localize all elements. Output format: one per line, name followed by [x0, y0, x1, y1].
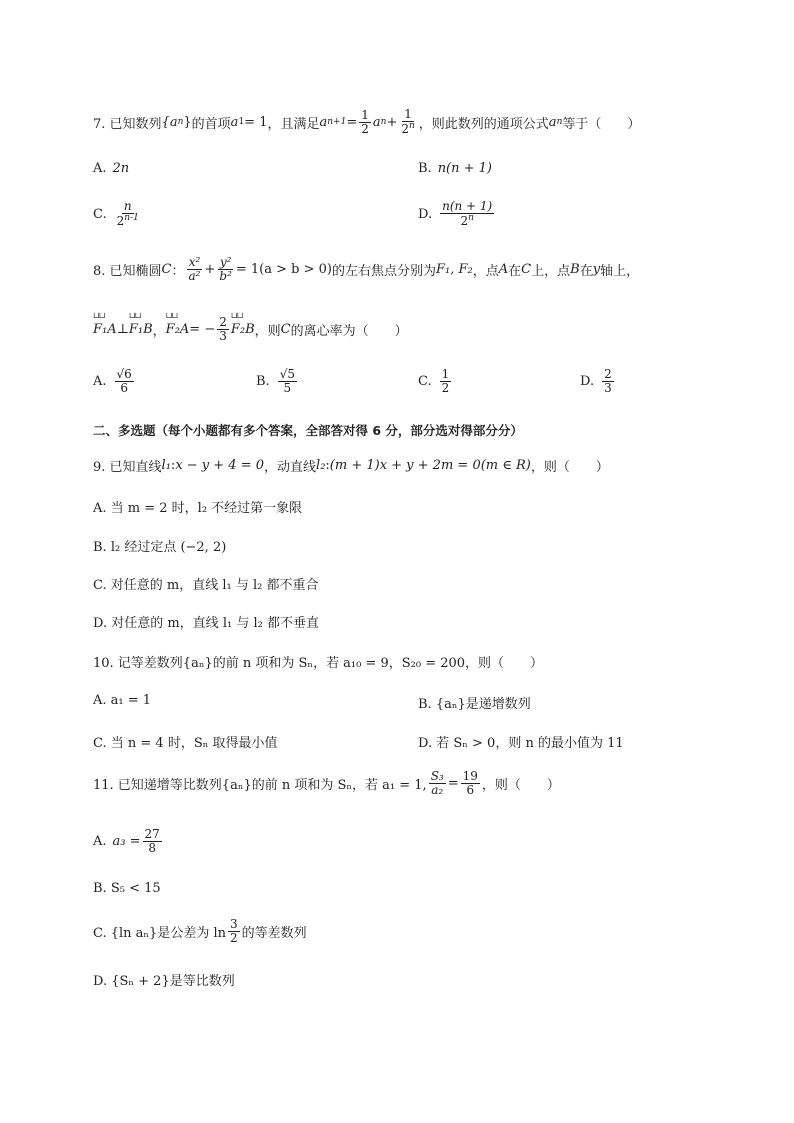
q10-stem: 10. 记等差数列{aₙ}的前 n 项和为 Sₙ，若 a₁₀ = 9，S₂₀ = 200，则（ ）: [93, 656, 544, 671]
q11-option-a-num: 27: [144, 827, 160, 841]
q7-seq-sub: n: [177, 117, 184, 128]
q11-ratio-frac: [429, 770, 446, 797]
q7-seq-close: }: [183, 114, 192, 130]
q8-option-c-label: C.: [418, 374, 432, 390]
q7-frac1: [359, 109, 371, 136]
q11-option-b[interactable]: B. S₅ < 15: [93, 881, 161, 896]
q7-frac2-den-base: 2: [401, 122, 409, 137]
q8-option-a[interactable]: [93, 368, 136, 395]
q11-option-d[interactable]: D. {Sₙ + 2}是等比数列: [93, 974, 235, 989]
q11-value-frac: [461, 770, 480, 797]
q8-l2-frac: [217, 316, 229, 343]
q8-option-c-frac: [440, 368, 452, 395]
q7-plus: +: [386, 114, 398, 130]
q7-option-d-den: [458, 214, 475, 228]
section-title-multiple-choice: 二、多选题（每个小题都有多个答案，全部答对得 6 分，部分选对得部分分）: [93, 423, 523, 438]
q7-cond1: a: [230, 114, 239, 130]
q8-option-a-label: A.: [93, 374, 107, 390]
q7-option-d-num: n(n + 1): [442, 199, 493, 213]
q7-stem: [93, 108, 640, 136]
q7-an: a: [548, 114, 557, 130]
q8-option-c[interactable]: [418, 368, 453, 395]
q8-l2-end: 的离心率为（ ）: [290, 324, 408, 340]
q11-option-c-pre: C. {ln aₙ}是公差为 ln: [93, 926, 226, 942]
q7-option-a[interactable]: [93, 161, 129, 176]
q9-end: ，则（ ）: [530, 460, 609, 475]
q11-option-c-frac: [228, 918, 240, 945]
q11-option-c-num: 3: [230, 917, 238, 931]
q8-mid4: 上，点: [531, 264, 571, 280]
q9-eq2: (m + 1)x + y + 2m = 0(m ∈ R): [329, 458, 531, 473]
q9-option-c[interactable]: C. 对任意的 m，直线 l₁ 与 l₂ 都不重合: [93, 578, 319, 593]
q7-option-d[interactable]: [418, 200, 496, 228]
q8-option-d-frac: [602, 368, 614, 395]
q9-eq1: x − y + 4 = 0: [175, 458, 265, 473]
q7-option-c-label: C.: [93, 206, 107, 222]
q11-option-c[interactable]: [93, 918, 307, 945]
q8-vector-f1a: ⊔⊔ F₁A: [93, 322, 117, 337]
q8-stem-line2: [93, 316, 408, 343]
q11-stem: [93, 770, 560, 797]
q10-option-c[interactable]: C. 当 n = 4 时，Sₙ 取得最小值: [93, 736, 278, 751]
q7-rec-lhs-sub: n+1: [327, 117, 347, 128]
q8-mid6: 轴上，: [600, 264, 640, 280]
q8-x-frac: [187, 256, 203, 283]
q10-option-b[interactable]: B. {aₙ}是递增数列: [418, 697, 531, 712]
q8-point-b: B: [570, 262, 580, 278]
q7-rec-a-sub: n: [380, 117, 387, 128]
q8-mid1: 的左右焦点分别为: [332, 264, 437, 280]
q8-eq1: = 1(a > b > 0): [235, 262, 332, 278]
q8-mid3: 在: [508, 264, 522, 280]
q8-option-b-num: √5: [279, 367, 295, 381]
q7-frac2: [399, 108, 416, 136]
q8-stem: [93, 256, 639, 283]
q9-colon: :: [170, 458, 176, 473]
q8-option-b-frac: [278, 368, 297, 395]
q8-vector-f2a: ⊔⊔ F₂A: [166, 322, 190, 337]
q11-ratio-den: a₂: [431, 783, 444, 798]
q11-option-c-end: 的等差数列: [241, 926, 307, 942]
q11-ratio-num: S₃: [430, 769, 444, 783]
q11-eq: =: [447, 776, 459, 792]
q9-l2: l₂: [316, 458, 326, 473]
q7-option-c-num: n: [123, 199, 132, 213]
q11-value-den: 6: [466, 783, 475, 798]
q8-colon: ：: [171, 264, 185, 280]
q11-value-num: 19: [462, 769, 478, 783]
q9-prefix: 9. 已知直线: [93, 460, 162, 475]
q7-option-c-den: [115, 214, 141, 228]
q8-option-b-den: 5: [283, 381, 292, 396]
q7-mid3: ，则此数列的通项公式: [418, 116, 549, 132]
q9-option-d[interactable]: D. 对任意的 m，直线 l₁ 与 l₂ 都不垂直: [93, 616, 319, 631]
q11-option-a-den: 8: [148, 841, 156, 856]
q8-option-d-den: 3: [604, 381, 612, 396]
q7-option-d-den-base: 2: [460, 214, 469, 229]
q8-y-frac: [217, 256, 234, 283]
q10-option-a[interactable]: A. a₁ = 1: [93, 693, 152, 708]
q8-x-den: a²: [188, 269, 201, 284]
q7-prefix: 7. 已知数列: [93, 116, 162, 132]
q7-option-a-text: 2n: [112, 161, 130, 176]
q8-option-d[interactable]: [580, 368, 616, 395]
q7-option-d-frac: [440, 200, 494, 228]
q7-option-b[interactable]: [418, 161, 492, 176]
q11-option-a-lhs: a₃ =: [112, 834, 141, 850]
q7-option-c[interactable]: [93, 200, 143, 228]
q8-option-a-num: √6: [116, 367, 132, 381]
q11-option-a[interactable]: [93, 828, 164, 855]
q9-mid: ，动直线: [264, 460, 317, 475]
q8-vector-f2b: ⊔⊔ F₂B: [231, 322, 255, 337]
q7-seq: {a: [161, 114, 178, 130]
q7-option-c-den-base: 2: [116, 214, 125, 229]
q7-option-d-den-sup: n: [468, 213, 474, 224]
q8-l2-eq: = −: [189, 322, 216, 338]
q7-frac1-num: 1: [361, 107, 369, 122]
q9-l1: l₁: [161, 458, 171, 473]
q7-mid1: 的首项: [191, 116, 231, 132]
q9-colon2: :: [325, 458, 330, 473]
q8-y-axis: y: [592, 262, 601, 278]
q9-stem: [93, 456, 609, 475]
q7-eq: =: [346, 114, 358, 130]
q8-perp: ⊥: [116, 322, 129, 338]
q8-option-b-label: B.: [256, 374, 270, 390]
q7-option-c-den-sup: n-1: [124, 213, 139, 224]
q7-frac2-num: 1: [404, 107, 412, 121]
q7-frac2-den: [399, 122, 416, 136]
q8-option-b[interactable]: [256, 368, 299, 395]
q7-option-b-text: n(n + 1): [437, 161, 493, 176]
q8-comma: ，: [152, 324, 166, 340]
q7-option-d-label: D.: [418, 206, 433, 222]
q8-l2-c: C: [280, 322, 291, 338]
q8-l2-frac-den: 3: [219, 329, 227, 344]
q8-option-d-label: D.: [580, 374, 595, 390]
q8-foci: F₁, F₂: [436, 262, 473, 278]
q7-end: 等于（ ）: [562, 116, 641, 132]
q7-frac2-den-sup: n: [408, 121, 415, 132]
q8-option-c-den: 2: [441, 381, 450, 396]
q8-mid2: ，点: [472, 264, 499, 280]
q8-ellipse-c: C: [161, 262, 172, 278]
q8-vector-f1b: ⊔⊔ F₁B: [129, 322, 153, 337]
q7-option-b-label: B.: [418, 161, 432, 176]
q11-option-a-frac: [143, 828, 162, 855]
q8-option-c-num: 1: [441, 367, 450, 381]
q8-l2-frac-num: 2: [219, 315, 227, 329]
q11-option-a-label: A.: [93, 834, 107, 850]
q7-mid2: ，且满足: [267, 116, 320, 132]
q9-option-b[interactable]: B. l₂ 经过定点 (−2, 2): [93, 540, 227, 555]
q8-y-num: y²: [219, 255, 232, 269]
q9-option-a[interactable]: A. 当 m = 2 时，l₂ 不经过第一象限: [93, 501, 303, 516]
q8-option-a-den: 6: [120, 381, 128, 396]
q7-option-c-frac: [115, 200, 141, 228]
q7-option-a-label: A.: [93, 161, 107, 176]
q8-mid5: 在: [579, 264, 593, 280]
q11-end: ，则（ ）: [481, 778, 560, 794]
q8-y-den: b²: [219, 269, 232, 284]
q7-rec-lhs: a: [319, 114, 328, 130]
q7-rec-a: a: [372, 114, 381, 130]
q11-prefix: 11. 已知递增等比数列{aₙ}的前 n 项和为 Sₙ，若 a₁ = 1,: [93, 778, 427, 794]
q8-point-a: A: [498, 262, 509, 278]
q8-l2-mid: ，则: [254, 324, 281, 340]
q7-cond1-rest: = 1: [244, 114, 268, 130]
q8-plus: +: [204, 262, 216, 278]
q11-option-c-den: 2: [230, 931, 238, 946]
q10-option-d[interactable]: D. 若 Sₙ > 0，则 n 的最小值为 11: [418, 736, 624, 751]
q7-frac1-den: 2: [361, 121, 369, 136]
q7-cond1-sub: 1: [238, 117, 245, 128]
q7-an-sub: n: [556, 117, 563, 128]
q8-option-a-frac: [115, 368, 134, 395]
q8-prefix: 8. 已知椭圆: [93, 264, 162, 280]
q8-option-d-num: 2: [604, 367, 612, 381]
q8-x-num: x²: [188, 255, 201, 269]
q8-c2: C: [521, 262, 532, 278]
